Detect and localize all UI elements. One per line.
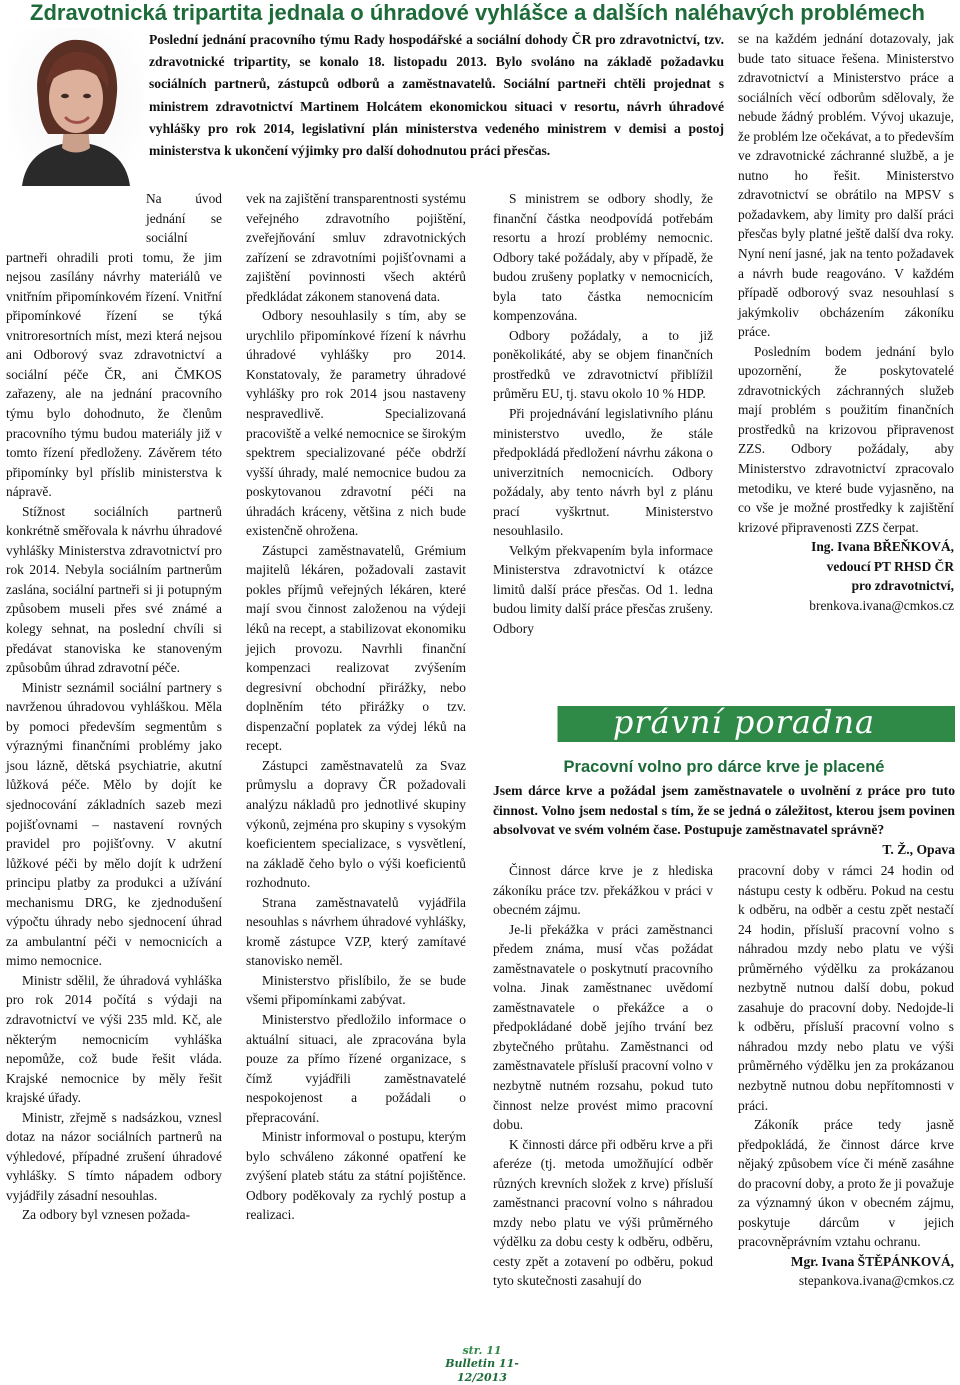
portrait-image (8, 28, 144, 186)
paragraph: Ministr, zřejmě s nadsázkou, vznesl dotaz na názor sociálních partnerů na výhledové, případné zrušení úhradové vyhlášky. S tímto nápadem odbory vyjádřily zásadní nesouhlas. (6, 1109, 222, 1203)
article-column-2 (246, 189, 466, 1349)
paragraph: Zákoník práce tedy jasně předpokládá, že činnost dárce krve nějaký způsobem více či méně zasáhne do pracovní doby, a proto že ji považuje za významný úkon v obecném zájmu, poskytuje dárcům v jejich pracovněprávním vztahu ochranu. (738, 1117, 954, 1250)
advice-signature (738, 1252, 954, 1291)
section-title: právní poradna (612, 703, 876, 741)
author-signature (738, 537, 954, 615)
advice-subtitle: Pracovní volno pro dárce krve je placené (563, 758, 885, 776)
article-lead: Poslední jednání pracovního týmu Rady hospodářské a sociální dohody ČR pro zdravotnictví, tzv. zdravotnické tripartity, se konalo 18. listopadu 2013. Bylo svoláno na základě požadavku sociálních partnerů, zástupců odborů a zaměstnavatelů. Sociální partneři chtěli projednat s ministrem zdravotnictví Martinem Holcátem ekonomickou situaci v resortu, návrh úhradové vyhlášky pro rok 2014, legislativní plán ministerstva vedeného ministrem v demisi a postoj ministerstva k ukončení výjimky pro další dohodnutou práci přesčas. (149, 32, 724, 159)
article-column-3 (493, 189, 713, 694)
paragraph: Ministerstvo předložilo informace o aktuální situaci, ale zpracována byla pouze za přímo řízené organizace, s čímž vyjádřili zaměstnavatelé nespokojenost a požádali o přepracování. (246, 1011, 466, 1125)
advice-column-2 (738, 861, 954, 1341)
page-number: str. 11 (462, 1344, 502, 1357)
signature-email: stepankova.ivana@cmkos.cz (798, 1273, 954, 1289)
paragraph: Strana zaměstnavatelů vyjádřila nesouhlas s návrhem úhradové vyhlášky, kromě zástupce VZP, který zamítavé stanovisko neměl. (246, 894, 466, 969)
article-column-1 (6, 189, 222, 1339)
paragraph: Je-li překážka v práci zaměstnanci předem známa, musí včas požádat zaměstnavatele o poskytnutí pracovního volna. Jinak zaměstnanec uvědomí zaměstnavatele o překážce a o předpokládané době jejího trvání bez zbytečného průtahu. Zaměstnanci od zaměstnavatele přísluší pracovní volno v nezbytně nutném rozsahu, pokud tuto činnost nelze provést mimo pracovní dobu. (493, 921, 713, 1133)
paragraph: Posledním bodem jednání bylo upozornění, že poskytovatelé zdravotnických záchranných služeb mají problém s použitím finančních prostředků na krizovou připravenost ZZS. Odbory požádaly, aby Ministerstvo zdravotnictví zpracovalo metodiku, ve které bude vyjasněno, na co vše je možné prostředky k zajištění krizové připravenosti ZZS čerpat. (738, 343, 954, 535)
paragraph: K činnosti dárce při odběru krve a při aferéze (tj. metoda umožňující odběr různých krevních složek z krve) přísluší zaměstnanci pracovní volno s náhradou mzdy nebo platu ve výši průměrného výdělku za dobu cesty k odběru, odběru, cesty zpět a zotavení po odběru, pokud tyto skutečnosti zasahují do (493, 1136, 713, 1289)
article-headline: Zdravotnická tripartita jednala o úhradové vyhlášce a dalších naléhavých problémech (30, 0, 925, 25)
signature-role: vedoucí PT RHSD ČR (826, 558, 954, 574)
paragraph: pracovní doby v rámci 24 hodin od nástupu cesty k odběru. Pokud na cestu k odběru, na odběr a cestu zpět nestačí 24 hodin, přísluší pracovní volno s náhradou mzdy nebo platu ve výši průměrného výdělku za prokázanou nezbytně nutnou další dobu, pokud zasahuje do pracovní doby. Nedojde-li k odběru, přísluší pracovní volno s náhradou mzdy nebo platu ve výši průměrného výdělku jen za prokázanou nezbytně nutnou dobu nepřítomnosti v práci. (738, 863, 954, 1113)
author-photo (8, 28, 144, 186)
paragraph: Zástupci zaměstnavatelů za Svaz průmyslu a dopravy ČR požadovali analýzu nákladů pro jednotlivé skupiny výkonů, zejména pro skupiny s vysokým koeficientem specializace, s vysvětlení, na základě čeho bylo o výši koeficientů rozhodnuto. (246, 757, 466, 891)
paragraph: Stížnost sociálních partnerů konkrétně směřovala k návrhu úhradové vyhlášky Ministerstva zdravotnictví pro rok 2014. Nebyla sociálním partnerům zaslána, sociální partneři si ji potupným způsobem museli přes své známé a kolegy sehnat, na poslední chvíli si předávat stanoviska ke stanoveným způsobům úhrad zdravotní péče. (6, 503, 222, 676)
paragraph: Zástupci zaměstnavatelů, Grémium majitelů lékáren, požadovali zastavit pokles příjmů veřejných lékáren, které mají svou činnost založenou na výdeji léků na recept, a stabilizovat ekonomiku jejich provozu. Navrhli finanční kompenzaci realizovat zvýšením degresivní obchodní přirážky, nebo doplněním této přirážky o tzv. dispenzační poplatek za výdej léků na recept. (246, 542, 466, 754)
signature-name: Ing. Ivana BŘEŇKOVÁ, (811, 539, 954, 555)
paragraph: Na úvod jednání se sociální partneři ohradili proti tomu, že jim nejsou zasílány návrhy materiálů ve vnitřním připomínkovém řízení. Vnitřní připomínkové řízení se týká vnitroresortních míst, mezi která nejsou ani Odborový svaz zdravotnictví a sociální péče ČR, ani ČMKOS zařazeny, ale na jednání pracovního týmu bylo dohodnuto, že členům pracovního týmu budou materiály již v tomto řízení předloženy. Závěrem této připomínky byl příslib ministerstva k nápravě. (6, 191, 222, 500)
paragraph: Ministr seznámil sociální partnery s navrženou úhradovou vyhláškou. Měla by pomoci především segmentům s výraznými finančními problémy jako jsou lázně, dětská psychiatrie, akutní lůžková péče. Mělo by dojít ke sjednocování základních sazeb mezi pojišťovnami – nastavení rovných pravidel pro pojišťovny. V akutní lůžkové péči by mělo dojít k udržení principu platby za produkci a užívání mechanismu DRG, ke zjednodušení výpočtu úhrady nebo sjednocení úhrad za ambulantní péči v nemocnicích a mimo nemocnice. (6, 679, 222, 969)
paragraph: Odbory nesouhlasily s tím, aby se urychlilo připomínkové řízení k návrhu úhradové vyhlášky pro 2014. Konstatovaly, že parametry úhradové vyhlášky pro rok 2014 jsou nastaveny nespravedlivě. Specializovaná pracoviště a velké nemocnice se širokým spektrem specializované péče obdrží vyšší úhrady, malé nemocnice budou za poskytovanou zdravotní péči na úhradách kráceny, většina z nich bude existenčně ohrožena. (246, 308, 466, 539)
paragraph: Odbory požádaly, a to již poněkolikáté, aby se objem finančních prostředků ve zdravotnictví přiblížil průměru EU, tj. stavu okolo 10 % HDP. (493, 327, 713, 402)
paragraph: vek na zajištění transparentnosti systému veřejného zdravotního pojištění, zveřejňování smluv zdravotnických zařízení se zdravotními pojišťovnami a zajištění povinnosti všech aktérů předkládat zákonem stanovená data. (246, 191, 466, 304)
paragraph: Za odbory byl vznesen požada- (22, 1207, 191, 1223)
paragraph: S ministrem se odbory shodly, že finanční částka neodpovídá potřebám resortu a hrozí problémy nemocnic. Odbory také požádaly, aby v případě, že budou zrušeny poplatky v nemocnicích, byla tato částka nemocnicím kompenzována. (493, 191, 713, 324)
signature-email: brenkova.ivana@cmkos.cz (809, 597, 954, 613)
bulletin-label: Bulletin 11-12/2013 (445, 1357, 519, 1384)
page-footer (432, 1344, 532, 1385)
question-text: Jsem dárce krve a požádal jsem zaměstnavatele o uvolnění z práce pro tuto činnost. Volno jsem nedostal s tím, že se jedná o záležitost, kterou jsem povinen absolvovat ve svém volném čase. Postupuje zaměstnavatel správně? (493, 783, 955, 838)
paragraph: Ministerstvo přislíbilo, že se bude všemi připomínkami zabývat. (246, 972, 466, 1008)
paragraph: Činnost dárce krve je z hlediska zákoníku práce tzv. překážkou v práci v obecném zájmu. (493, 863, 713, 918)
paragraph: Ministr sdělil, že úhradová vyhláška pro rok 2014 počítá s výdaji na zdravotnictví ve výši 235 mld. Kč, ale některým nemocnicím vyhláška nepomůže, což bude řešit vláda. Krajské nemocnice by měly řešit krajské úřady. (6, 972, 222, 1106)
article-column-4 (738, 29, 954, 684)
paragraph: se na každém jednání dotazovaly, jak bude tato situace řešena. Ministerstvo zdravotnictví a Ministerstvo práce a sociálních věcí odborům sdělovaly, že nebude žádný problém. Vývoj ukazuje, že problém lze očekávat, a to především ve zdravotnické záchranné službě, a je nutno ho řešit. Ministerstvo zdravotnictví se obrátilo na MPSV s požadavkem, aby limity pro další práci přesčas byly platné ještě další dva roky. Nyní není jasné, jak na tento požadavek a návrh bude reagováno. V každém případě odborový svaz nesouhlasí s jakýmkoliv obcházením zákoníku práce. (738, 31, 954, 340)
paragraph: Při projednávání legislativního plánu ministerstvo uvedlo, že stále předpokládá předložení návrhu zákona o univerzitních nemocnicích. Odbory požádaly, aby tento návrh byl z plánu prací vyškrtnut. Ministerstvo nesouhlasilo. (493, 406, 713, 539)
paragraph: Velkým překvapením byla informace Ministerstva zdravotnictví k otázce limitů další práce přesčas. Od 1. ledna budou limity další práce přesčas zrušeny. Odbory (493, 542, 714, 637)
signature-name: Mgr. Ivana ŠTĚPÁNKOVÁ, (790, 1253, 954, 1269)
paragraph: Ministr informoval o postupu, kterým bylo schváleno zákonné opatření ke zvýšení plateb státu za státní pojištěnce. Odbory poděkovaly za rychlý postup a realizaci. (246, 1129, 466, 1223)
signature-role: pro zdravotnictví, (851, 578, 954, 594)
advice-question (493, 781, 955, 859)
photo-wrap-space (6, 189, 146, 229)
question-signature: T. Ž., Opava (882, 841, 955, 857)
advice-column-1 (493, 861, 713, 1341)
